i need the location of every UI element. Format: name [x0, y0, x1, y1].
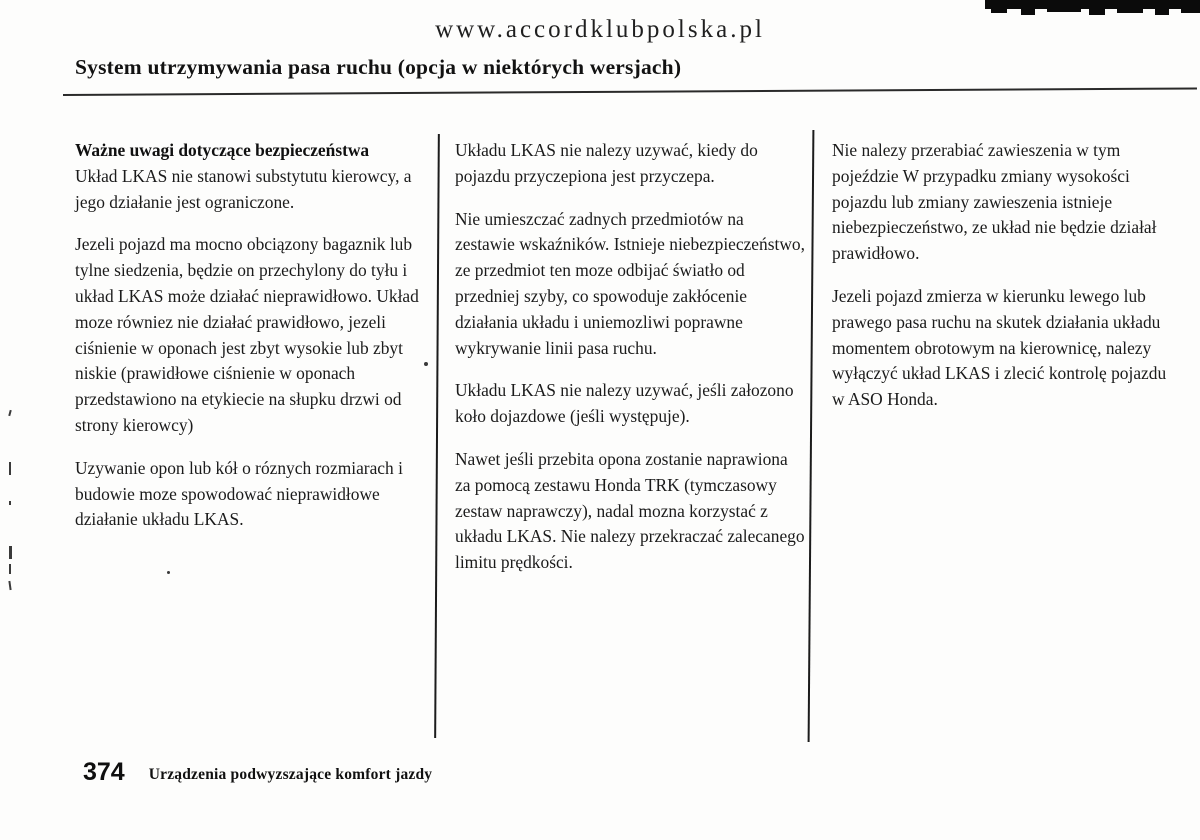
text-column-1	[75, 138, 427, 550]
text-column-2	[455, 138, 805, 593]
paragraph: Uzywanie opon lub kół o róznych rozmiarach i budowie moze spowodować nieprawidłowe działanie układu LKAS.	[75, 457, 403, 530]
page-number: 374	[83, 758, 125, 786]
scan-artifact	[1089, 9, 1105, 15]
scan-artifact	[424, 362, 428, 366]
scan-artifact	[1021, 9, 1035, 15]
footer-section-title: Urządzenia podwyzszające komfort jazdy	[148, 765, 433, 783]
paragraph: Nie umieszczać zadnych przedmiotów na zestawie wskaźników. Istnieje niebezpieczeństwo, ze przedmiot ten moze odbijać światło od przedniej szyby, co spowoduje zakłócenie działania układu i uniemozliwi poprawne wykrywanie linii pasa ruchu.	[455, 208, 805, 358]
scan-artifact	[1047, 9, 1081, 12]
paragraph: Układu LKAS nie nalezy uzywać, kiedy do pojazdu przyczepiona jest przyczepa.	[455, 140, 758, 186]
page-title: System utrzymywania pasa ruchu (opcja w niektórych wersjach)	[75, 55, 682, 79]
paragraph: Układu LKAS nie nalezy uzywać, jeśli załozono koło dojazdowe (jeśli występuje).	[455, 380, 794, 427]
section-heading: Ważne uwagi dotyczące bezpieczeństwa	[75, 140, 370, 160]
scan-artifact-bar	[985, 0, 1200, 9]
title-rule-divider	[63, 87, 1197, 96]
scan-artifact	[1181, 9, 1200, 13]
paragraph: Jezeli pojazd zmierza w kierunku lewego lub prawego pasa ruchu na skutek działania układu momentem obrotowym na kierownicę, nalezy wyłączyć układ LKAS i zlecić kontrolę pojazdu w ASO Honda.	[832, 285, 1167, 410]
column-divider	[808, 130, 815, 742]
text-column-3	[832, 138, 1176, 430]
scan-artifact	[9, 546, 12, 559]
scan-artifact	[8, 410, 11, 416]
paragraph: Układ LKAS nie stanowi substytutu kierowcy, a jego działanie jest ograniczone.	[75, 165, 412, 212]
paragraph: Nawet jeśli przebita opona zostanie naprawiona za pomocą zestawu Honda TRK (tymczasowy zestaw naprawczy), nadal mozna korzystać z układu LKAS. Nie nalezy przekraczać zalecanego limitu prędkości.	[455, 448, 805, 573]
watermark-url: www.accordklubpolska.pl	[435, 16, 765, 43]
paragraph: Nie nalezy przerabiać zawieszenia w tym pojeździe W przypadku zmiany wysokości pojazdu lub zmiany zawieszenia istnieje niebezpieczeństwo, ze układ nie będzie działał prawidłowo.	[832, 140, 1157, 264]
scan-artifact	[8, 581, 11, 590]
scan-artifact	[167, 571, 170, 574]
scan-artifact	[9, 462, 11, 475]
page-footer	[83, 758, 432, 787]
scan-artifact	[991, 9, 1007, 13]
column-divider	[434, 134, 440, 738]
scan-artifact	[9, 564, 11, 574]
scan-artifact	[1155, 9, 1169, 15]
scan-artifact	[1117, 9, 1143, 13]
scan-artifact	[9, 501, 11, 505]
paragraph: Jezeli pojazd ma mocno obciązony bagaznik lub tylne siedzenia, będzie on przechylony do tyłu i układ LKAS może działać nieprawidłowo. Układ moze równiez nie działać prawidłowo, jezeli ciśnienie w oponach jest zbyt wysokie lub zbyt niskie (prawidłowe ciśnienie w oponach przedstawiono na etykiecie na słupku drzwi od strony kierowcy)	[75, 234, 419, 435]
